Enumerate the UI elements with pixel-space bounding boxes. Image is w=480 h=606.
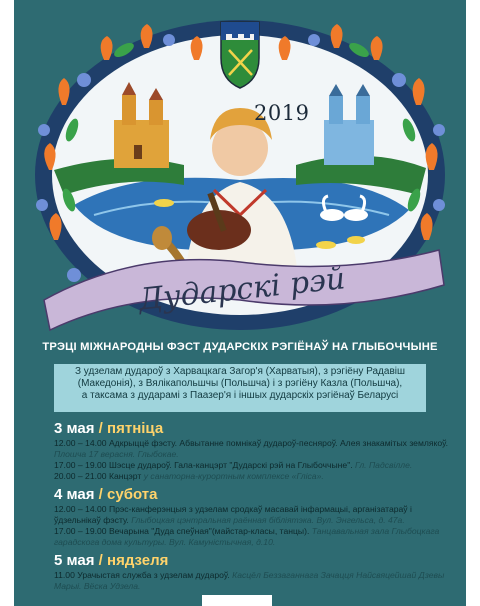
event-place: Танцавальная зала Глыбоцкага гарадскога дома культуры. Вул. Камуністычная, д.10.	[54, 526, 440, 547]
year-label: 2019	[254, 101, 310, 125]
festival-title: ТРЭЦІ МІЖНАРОДНЫ ФЭСТ ДУДАРСКІХ РЭГІЁНАЎ НА ГЛЫБОЧЧЫНЕ	[42, 341, 438, 353]
event-text: 12.00 – 14.00 Прэс-канферэнцыя з удзелам сродкаў масавай інфармацыі, арганізатараў і ўдзельнікаў фэсту.	[54, 504, 412, 525]
participants-line: а таксама з дударамі з Паазер'я і іншых дударскіх рэгіёнаў Беларусі	[81, 390, 399, 401]
event-place: у санаторна-курортным комплексе «Гліса».	[143, 471, 324, 481]
sponsor-logo	[202, 595, 272, 606]
event-text: 12.00 – 14.00 Адкрыццё фэсту. Абвытанне помнікаў дудароў-песняроў. Алея знакамітых землякоў.	[54, 438, 448, 448]
participants-box	[54, 364, 426, 412]
day-date: 4 мая	[54, 486, 95, 503]
event-place: Гл. Падсвілле.	[355, 460, 413, 470]
event-item	[54, 460, 454, 471]
event-item	[54, 471, 454, 482]
event-item	[54, 504, 454, 526]
event-text: 17.00 – 19.00 Шэсце дудароў. Гала-канцэрт "Дударскі рэй на Глыбоччыне".	[54, 460, 353, 470]
festival-name-banner: Дударскі рэй	[137, 261, 347, 318]
event-place: Глыбоцкая цэнтральная раённая бібліятэка. Вул. Энгельса, д. 47а.	[131, 515, 405, 525]
day-weekday: нядзеля	[107, 552, 169, 569]
participants-line: (Македонія), з Вялікапольшчы (Польшча) і з рэгіёну Казла (Польшча),	[77, 378, 403, 389]
event-place: Касцёл Беззаганнага Зачацця Найсвяцейшай Дзевы Марыі. Вёска Удзела.	[54, 570, 445, 591]
festival-poster	[14, 0, 466, 606]
day-heading: 4 мая / субота	[54, 486, 158, 503]
day-weekday: субота	[107, 486, 158, 503]
event-place: Плошча 17 верасня. Глыбокае.	[54, 449, 179, 459]
event-text: 20.00 – 21.00 Канцэрт	[54, 471, 142, 481]
event-item	[54, 526, 454, 548]
day-heading: 3 мая / пятніца	[54, 420, 164, 437]
day-heading: 5 мая / нядзеля	[54, 552, 169, 569]
schedule	[54, 420, 454, 596]
event-text: 17.00 – 19.00 Вечарына "Дуда спеўная"(майстар-класы, танцы).	[54, 526, 310, 536]
event-item	[54, 570, 454, 592]
day-weekday: пятніца	[107, 420, 164, 437]
event-text: 11.00 Урачыстая служба з удзелам дудароў.	[54, 570, 230, 580]
participants-line: З удзелам дудароў з Харвацкага Загор'я (Харватыя), з рэгіёну Радавіш	[74, 366, 406, 377]
schedule-day	[54, 552, 454, 592]
schedule-day	[54, 420, 454, 482]
day-date: 3 мая	[54, 420, 95, 437]
schedule-day	[54, 486, 454, 548]
event-item	[54, 438, 454, 460]
day-date: 5 мая	[54, 552, 95, 569]
coat-of-arms-icon	[221, 22, 259, 88]
